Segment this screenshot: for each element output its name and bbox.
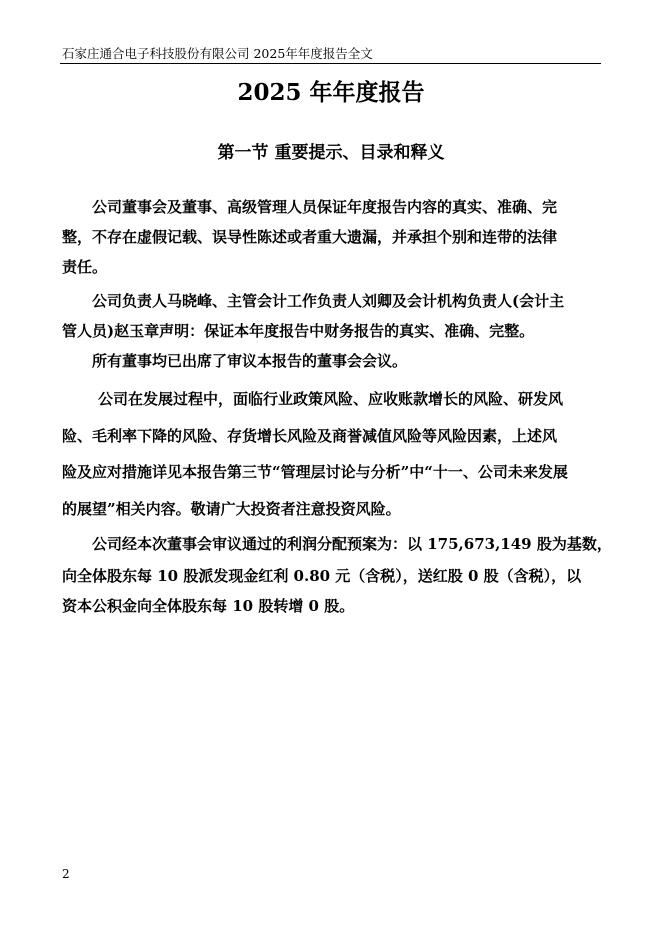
header-divider bbox=[60, 63, 601, 64]
profit-distribution-paragraph bbox=[62, 529, 612, 559]
paragraph-line: 险、毛利率下降的风险、存货增长风险及商誉减值风险等风险因素，上述风 bbox=[62, 426, 558, 445]
responsible-persons-statement-paragraph bbox=[62, 286, 602, 346]
document-title: 2025 年年度报告 bbox=[237, 79, 425, 106]
paragraph-line: 向全体股东每 10 股派发现金红利 0.80 元（含税），送红股 0 股（含税），以 bbox=[62, 567, 582, 585]
section-title: 第一节 重要提示、目录和释义 bbox=[217, 143, 445, 163]
running-header: 石家庄通合电子科技股份有限公司 2025年年度报告全文 bbox=[62, 46, 373, 61]
paragraph-line: 公司经本次董事会审议通过的利润分配预案为：以 175,673,149 股为基数， bbox=[92, 535, 612, 553]
paragraph-line: 资本公积金向全体股东每 10 股转增 0 股。 bbox=[62, 597, 355, 615]
profit-distribution-detail-paragraph bbox=[62, 561, 602, 621]
paragraph-line: 公司负责人马晓峰、主管会计工作负责人刘卿及会计机构负责人(会计主 bbox=[92, 292, 565, 310]
risk-factors-paragraph bbox=[62, 381, 602, 527]
paragraph-line: 公司董事会及董事、高级管理人员保证年度报告内容的真实、准确、完 bbox=[92, 198, 558, 216]
board-attendance-paragraph bbox=[62, 346, 602, 376]
paragraph-line: 的展望”相关内容。敬请广大投资者注意投资风险。 bbox=[62, 499, 401, 518]
paragraph-line: 所有董事均已出席了审议本报告的董事会会议。 bbox=[92, 352, 408, 370]
director-guarantee-paragraph bbox=[62, 192, 602, 282]
paragraph-line: 险及应对措施详见本报告第三节“管理层讨论与分析”中“十一、公司未来发展 bbox=[62, 463, 568, 481]
page-number: 2 bbox=[62, 867, 70, 881]
paragraph-line: 整，不存在虚假记载、误导性陈述或者重大遗漏，并承担个别和连带的法律 bbox=[62, 228, 558, 246]
paragraph-line: 公司在发展过程中，面临行业政策风险、应收账款增长的风险、研发风 bbox=[98, 390, 564, 408]
paragraph-line: 管人员)赵玉章声明：保证本年度报告中财务报告的真实、准确、完整。 bbox=[62, 322, 535, 340]
paragraph-line: 责任。 bbox=[62, 258, 108, 276]
